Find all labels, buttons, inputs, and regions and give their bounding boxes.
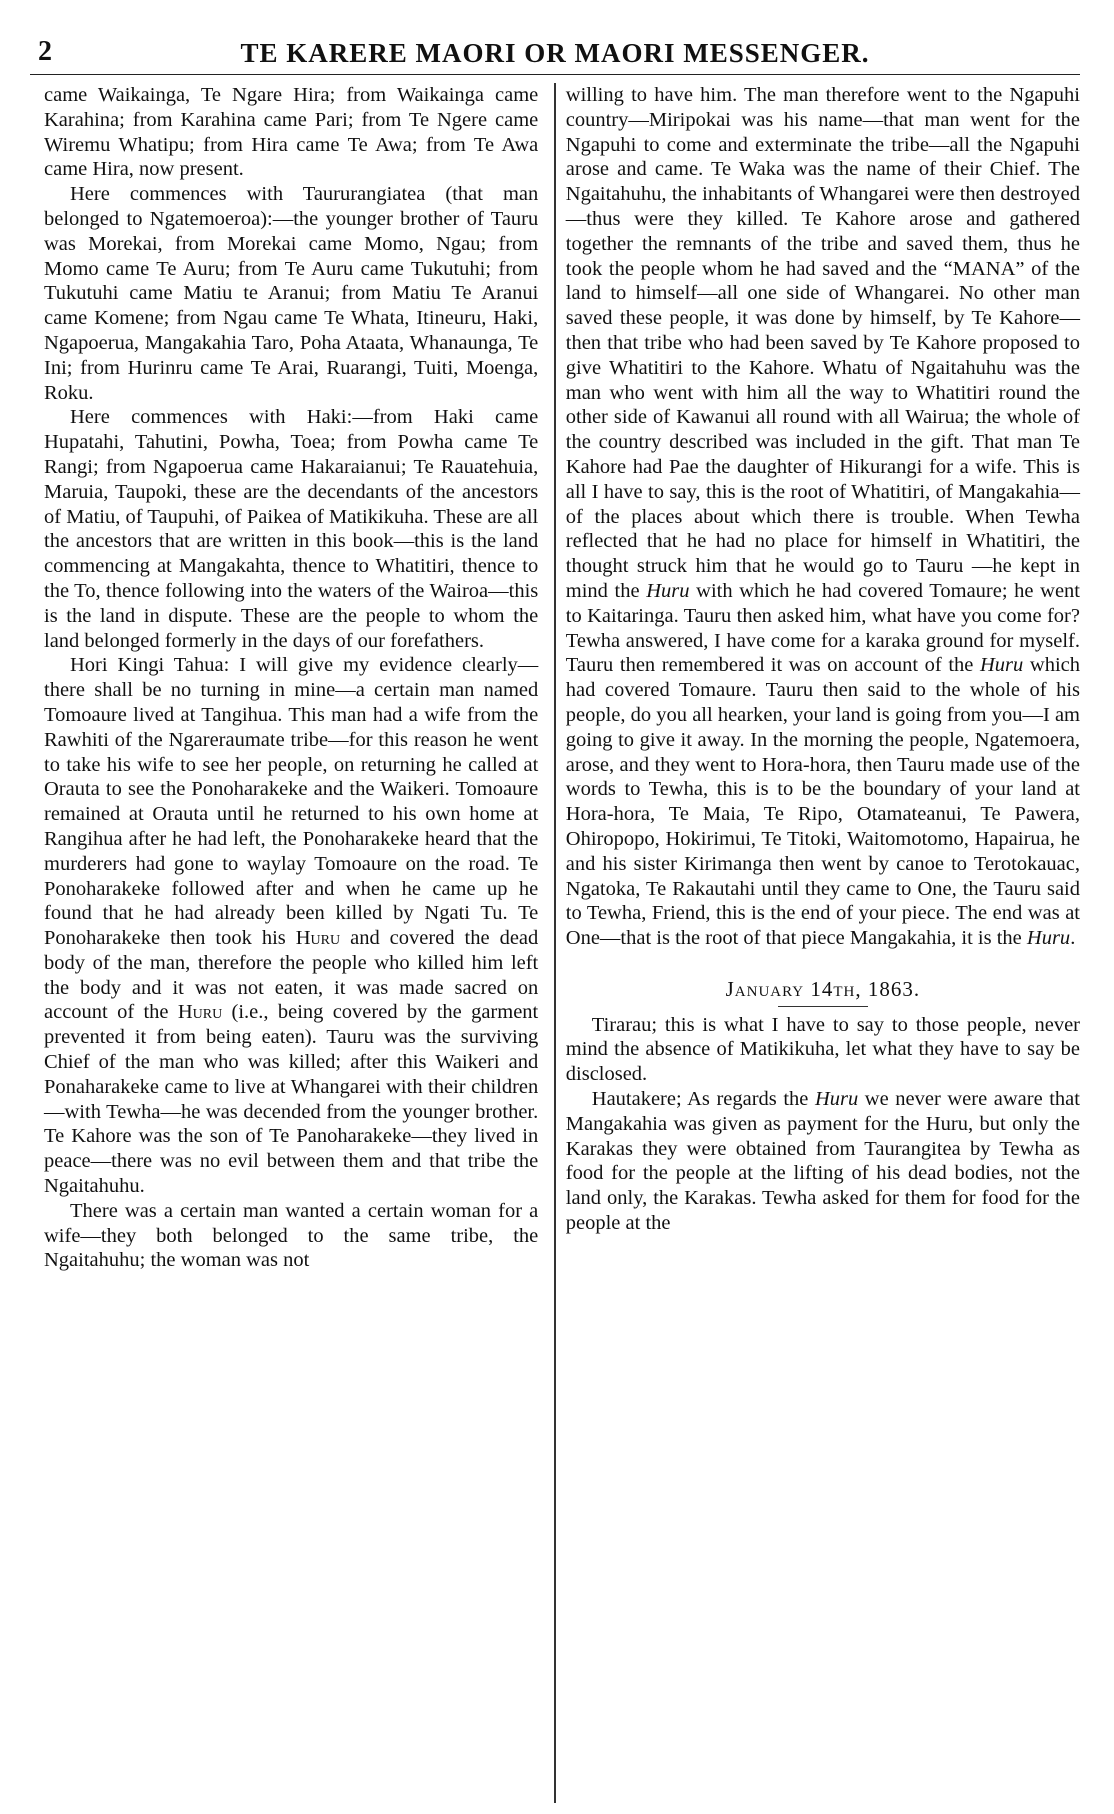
- right-paragraph-1: [566, 83, 1080, 951]
- huru-term: Huru: [980, 654, 1024, 677]
- right-paragraph-3: [566, 1087, 1080, 1236]
- text-run: willing to have him. The man therefore went to the Ngapuhi country—Miripokai was his name—that man went for the Ngapuhi to come and exterminate the tribe—all the Ngapuhi arose and came. Te Waka was the name of their Chief. The Ngaitahuhu, the inhabitants of Whangarei were then destroyed—thus were they killed. Te Kahore arose and gathered together the remnants of the tribe and saved them, thus he took the people whom he had saved and the “: [565, 84, 1080, 280]
- text-run: ” of the land to himself—all one side of Whangarei. No other man saved these people, it was done by himself, by Te Kahore—then that tribe who had been saved by Te Kahore proposed to give Whatitiri to the Kahore. Whatu of Ngaitahuhu was the man who went with him all the way to Whatitiri round the other side of Kawanui all round with all Wairua; the whole of the country described was included in the gift. That man Te Kahore had Pae the daughter of Hikurangi for a wife. This is all I have to say, this is the root of Whatitiri, of Mangakahia—of the places about which there is trouble. When Tewha reflected that he had no place for himself in Whatitiri, the thought struck him that he would go to Tauru —he kept in mind the: [565, 257, 1080, 602]
- left-paragraph-1: came Waikainga, Te Ngare Hira; from Waikainga came Karahina; from Karahina came Pari; from Te Ngere came Wiremu Whatipu; from Hira came Te Awa; from Te Awa came Hira, now present.: [44, 84, 539, 181]
- mana-term: MANA: [952, 257, 1016, 280]
- left-column: [30, 83, 548, 1803]
- huru-term: Huru: [295, 927, 341, 950]
- left-paragraph-4: [44, 653, 538, 1199]
- running-title: TE KARERE MAORI OR MAORI MESSENGER.: [240, 38, 870, 68]
- text-run: Hori Kingi Tahua: I will give my evidence clearly—there shall be no turning in mine—a certain man named Tomoaure lived at Tangihua. This man had a wife from the Rawhiti of the Ngareraumate tribe—for this reason he went to take his wife to see her people, on returning he called at Orauta to see the Ponoharakeke and the Waikeri. Tomoaure remained at Orauta until he returned to his own home at Rangihua after he had left, the Ponoharakeke heard that the murderers had gone to waylay Tomoaure on the road. Te Ponoharakeke followed after and when he came up he found that he had already been killed by Ngati Tu. Te Ponoharakeke then took his: [44, 654, 539, 950]
- text-columns: [30, 83, 1080, 1803]
- text-run: and covered the dead body of the man, therefore the people who killed him left the body and it was not eaten, it was made sacred on account of the: [44, 927, 539, 1024]
- text-run: Hautakere; As regards the: [591, 1088, 815, 1111]
- column-divider: [554, 83, 556, 1803]
- left-paragraph-3: Here commences with Haki:—from Haki came Hupatahi, Tahutini, Powha, Toea; from Powha came Te Rangi; from Ngapoerua came Hakaraianui; Te Rauatehuia, Maruia, Taupoki, these are the decendants of the ancestors of Matiu, of Taupuhi, of Paikea of Matikikuha. These are all the ancestors that are written in this book—this is the land commencing at Mangakahta, thence to Whatitiri, thence to the To, thence following into the waters of the Wairoa—this is the land in dispute. These are the people to whom the land belonged formerly in the days of our forefathers.: [44, 406, 539, 652]
- huru-term: Huru: [177, 1001, 223, 1024]
- huru-term: Huru: [814, 1088, 859, 1111]
- date-heading: January 14th, 1863.: [725, 976, 921, 1001]
- text-run: with which he had covered Tomaure; he went to Kaitaringa. Tauru then asked him, what have you come for? Tewha answered, I have come for a karaka ground for myself. Tauru then remembered it was on account of the: [565, 579, 1081, 677]
- left-paragraph-2: Here commences with Taururangiatea (that man belonged to Ngatemoeroa):—the younger brother of Tauru was Morekai, from Morekai came Momo, Ngau; from Momo came Te Auru; from Te Auru came Tukutuhi; from Tukutuhi came Matiu te Aranui; from Matiu Te Aranui came Komene; from Ngau came Te Whata, Itineuru, Haki, Ngapoerua, Mangakahia Taro, Poha Ataata, Whanaunga, Te Ini; from Hurinru came Te Arai, Ruarangi, Tuiti, Moenga, Roku.: [44, 183, 539, 404]
- huru-term: Huru: [646, 579, 690, 602]
- text-run: which had covered Tomaure. Tauru then said to the whole of his people, do you all hearken, your land is going from you—I am going to give it away. In the morning the people, Ngatemoera, arose, and they went to Hora-hora, then Tauru made use of the words to Tewha, this is to be the boundary of your land at Hora-hora, Te Maia, Te Ripo, Otamateanui, Te Pawera, Ohiropopo, Hokirimui, Te Titoki, Waitomotomo, Hapairua, he and his sister Kirimanga then went by canoe to Terotokauac, Ngatoka, Te Rakautahi until they came to One, the Tauru said to Tewha, Friend, this is the end of your piece. The end was at One—that is the root of that piece Mangakahia, it is the: [565, 654, 1080, 950]
- page-number: 2: [38, 36, 52, 67]
- left-paragraph-5: There was a certain man wanted a certain woman for a wife—they both belonged to the same tribe, the Ngaitahuhu; the woman was not: [44, 1199, 539, 1272]
- page-header: [30, 30, 1080, 75]
- text-run: (i.e., being covered by the garment prevented it from being eaten). Tauru was the surviving Chief of the man who was killed; after this Waikeri and Ponaharakeke came to live at Whangarei with their children —with Tewha—he was decended from the younger brother. Te Kahore was the son of Te Panoharakeke—they lived in peace—there was no evil between them and that tribe the Ngaitahuhu.: [44, 1001, 539, 1198]
- right-column: [562, 83, 1080, 1803]
- huru-term: Huru: [1026, 927, 1071, 950]
- text-run: we never were aware that Mangakahia was given as payment for the Huru, but only the Karakas they were obtained from Taurangitea by Tewha as food for the people at the lifting of his dead bodies, not the land only, the Karakas. Tewha asked for them for food for the people at the: [565, 1088, 1080, 1235]
- text-run: .: [1070, 927, 1076, 950]
- date-rule: [778, 1006, 868, 1007]
- right-paragraph-2: Tirarau; this is what I have to say to those people, never mind the absence of Matikikuha, let what they have to say be disclosed.: [565, 1013, 1080, 1086]
